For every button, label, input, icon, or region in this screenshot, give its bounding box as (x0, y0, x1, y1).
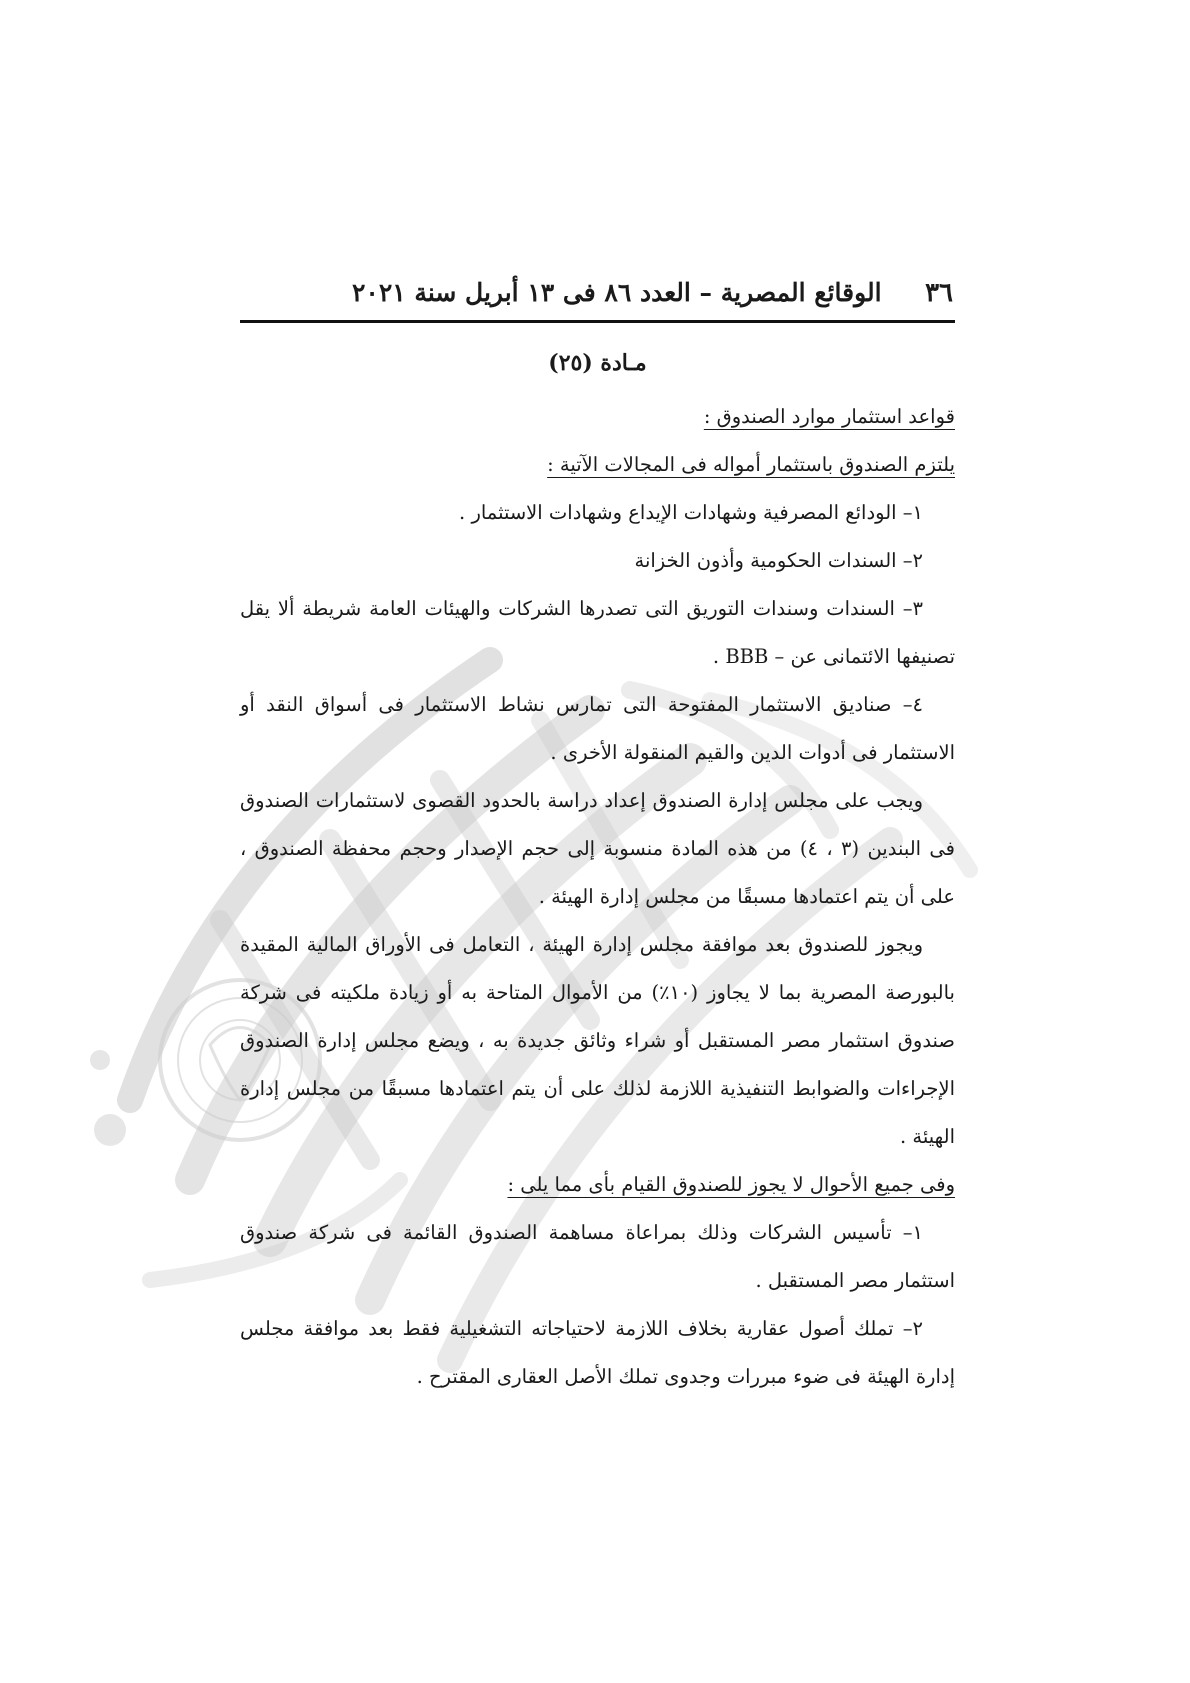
paragraph-obligation (240, 441, 955, 489)
list-item: ٣– السندات وسندات التوريق التى تصدرها الشركات والهيئات العامة شريطة ألا يقل تصنيفها الائتمانى عن – BBB . (240, 597, 955, 668)
header-divider (240, 320, 955, 323)
prohibitions-underlined: وفى جميع الأحوال لا يجوز للصندوق القيام بأى مما يلى : (507, 1173, 955, 1196)
paragraph-prohibitions (240, 1161, 955, 1209)
page-header (240, 272, 955, 322)
list-item: ١– تأسيس الشركات وذلك بمراعاة مساهمة الصندوق القائمة فى شركة صندوق استثمار مصر المستقبل . (240, 1221, 955, 1292)
article-heading: مـادة (٢٥) (548, 350, 647, 376)
gazette-title: الوقائع المصرية – العدد ٨٦ فى ١٣ أبريل سنة ٢٠٢١ (352, 278, 882, 307)
list-item: ٤– صناديق الاستثمار المفتوحة التى تمارس نشاط الاستثمار فى أسواق النقد أو الاستثمار فى أدوات الدين والقيم المنقولة الأخرى . (240, 693, 955, 764)
article-body (240, 393, 955, 1401)
list-item: ١– الودائع المصرفية وشهادات الإيداع وشهادات الاستثمار . (459, 501, 923, 524)
paragraph-intro (240, 393, 955, 441)
list-item: ٢– السندات الحكومية وأذون الخزانة (634, 549, 923, 572)
obligation-underlined: يلتزم الصندوق باستثمار أمواله فى المجالات الآتية : (547, 453, 955, 476)
paragraph: ويجب على مجلس إدارة الصندوق إعداد دراسة بالحدود القصوى لاستثمارات الصندوق فى البندين (٣ ، ٤) من هذه المادة منسوبة إلى حجم الإصدار وحجم محفظة الصندوق ، على أن يتم اعتمادها مسبقًا من مجلس إدارة الهيئة . (240, 789, 955, 908)
paragraph: ويجوز للصندوق بعد موافقة مجلس إدارة الهيئة ، التعامل فى الأوراق المالية المقيدة بالبورصة المصرية بما لا يجاوز (١٠٪) من الأموال المتاحة به أو زيادة ملكيته فى شركة صندوق استثمار مصر المستقبل أو شراء وثائق جديدة به ، ويضع مجلس إدارة الصندوق الإجراءات والضوابط التنفيذية اللازمة لذلك على أن يتم اعتمادها مسبقًا من مجلس إدارة الهيئة . (240, 933, 955, 1148)
list-item: ٢– تملك أصول عقارية بخلاف اللازمة لاحتياجاته التشغيلية فقط بعد موافقة مجلس إدارة الهيئة فى ضوء مبررات وجدوى تملك الأصل العقارى المقترح . (240, 1317, 955, 1388)
intro-underlined: قواعد استثمار موارد الصندوق : (703, 405, 955, 428)
page-number: ٣٦ (925, 278, 953, 308)
